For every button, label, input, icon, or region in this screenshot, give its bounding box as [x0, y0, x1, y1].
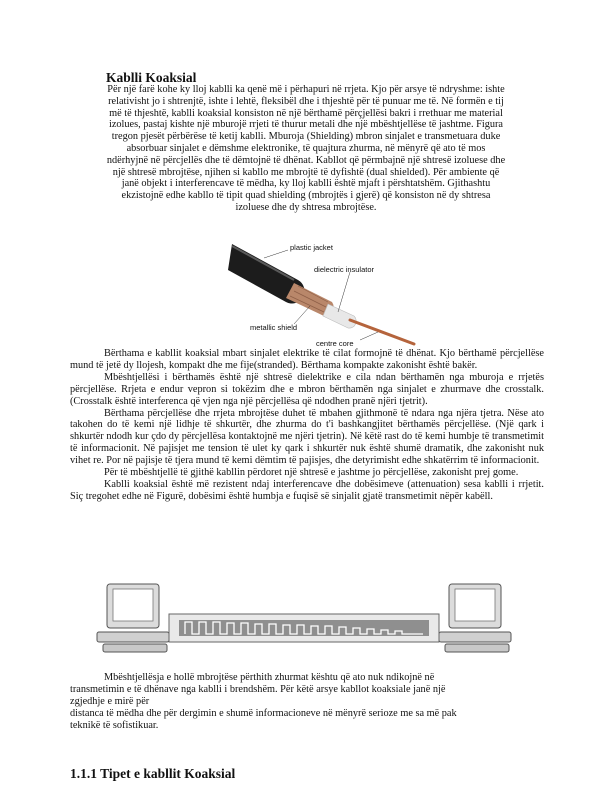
closing-text [70, 672, 544, 732]
text-line: transmetimin e të dhënave nga kablli i brendshëm. Për këtë arsye kabllot koaksiale janë një [70, 683, 446, 695]
jacket-leader-line [264, 250, 288, 258]
core-label: centre core [316, 339, 354, 348]
shield-leader-line [294, 306, 310, 324]
left-computer-icon [97, 584, 169, 652]
intro-line: tregon pjesët përbërëse të ketij kablli. Mburoja (Shielding) mbron sinjalet e transmetuara duke [111, 131, 501, 143]
intro-line: izoluese dhe dy shtresa mbrojtëse. [235, 201, 377, 213]
paragraph: Kablli koaksial është më rezistent ndaj interferencave dhe dobësimeve (attenuation) sesa kablli i rrjetit. Siç tregohet edhe në Figurë, dobësimi është humbja e fuqisë së sinjalit gjatë transmetimit nëpër kabëll. [70, 478, 544, 502]
jacket-label: plastic jacket [290, 243, 333, 252]
intro-line: janë objekt i interferencave të mëdha, ky lloj kablli është mjaft i përshtatshëm. Gjithashtu [121, 178, 491, 190]
text-line: distanca të mëdha dhe për dergimin e shumë informacioneve në mënyrë serioze me sa më pak [70, 707, 457, 719]
coaxial-cable-figure [228, 236, 418, 348]
intro-line: ekzistojnë edhe kabllo të tipit quad shielding (mbrojtës i gjerë) që konsiston në dy shtresa [121, 190, 491, 202]
paragraph: Mbështjellësi i bërthamës është një shtresë dielektrike e cila ndan bërthamën nga mburoja e rrjetës përcjellëse. Rrjeta e endur vepron si tokëzim dhe e mbron bërthamën nga sinjalet e zhurmave dhe crosstalk. (Crosstalk është interferenca që vjen nga një përcjellësa që ndodhen pranë njëri tjetrit). [70, 371, 544, 407]
cable-insulator-shape [323, 304, 356, 328]
intro-line: ndërhyjnë në përcjellës dhe të dëmtojnë të dhënat. Kabllot që përmbajnë një shtresë izoluese dhe [106, 154, 506, 166]
attenuation-figure [95, 580, 513, 665]
intro-line: më të thjeshtë, kablli koaksial konsiston në një bërthamë përçjellësi bakri i rrethuar me material [109, 107, 503, 119]
body-text [70, 348, 544, 503]
text-line: Mbështjellësja e hollë mbrojtëse përthith zhurmat kështu që ato nuk ndikojnë në [104, 672, 435, 683]
insulator-leader-line [338, 272, 350, 312]
cable-core-shape [350, 320, 414, 344]
right-computer-icon [439, 584, 511, 652]
text-line: zgjedhje e mirë për [70, 695, 150, 707]
paragraph: Bërthama përcjellëse dhe rrjeta mbrojtëse duhet të mbahen gjithmonë të ndara nga njëra tjetra. Nëse ato takohen do të kemi një lidhje të shkurtër, dhe zhurma do t'i bashkangjitet bërthamës përcjellëse. (Një qark i shkurtër ndodh kur çdo dy përcjellësa kontaktojnë me njëri tjetrin). Në këtë rast do të kemi humbje të transmetimit të informacionit. Në pajisjet me tension të ulet ky qark i shkurtër nuk është shumë dramatik, dhe zakonisht nuk vihet re. Por në pajisje të tjera mund të kemi dëmtim të pajisjes, dhe detyrimisht edhe shkatërrim të informacionit. [70, 407, 544, 467]
intro-line: Për një farë kohe ky lloj kablli ka qenë më i përhapuri në rrjeta. Kjo për arsye të ndryshme: ishte [107, 84, 505, 95]
paragraph: Për të mbështjellë të gjithë kabllin përdoret një shtresë e jashtme jo përcjellëse, zakonisht prej gome. [104, 467, 519, 479]
subsection-heading: 1.1.1 Tipet e kabllit Koaksial [70, 766, 236, 781]
intro-paragraph [68, 84, 544, 214]
insulator-label: dielectric insulator [314, 265, 375, 274]
intro-line: relativisht jo i shtrenjtë, ishte i lehtë, fleksibël dhe i thjeshtë për të punuar me të. Në formën e tij [108, 95, 504, 107]
intro-line: një shtresë mbrojtëse, njihen si kabllo me mbrojtë të dyfishtë (dual shielded). Për ambiente që [112, 166, 500, 178]
intro-line: absorbuar sinjalet e dëmshme elektronike, të quajtura zhurma, në mënyrë që ato të mos [126, 142, 486, 154]
intro-line: izolues, pastaj kishte një mburojë rrjeti të thurur metali dhe një mbështjellëse të jashtme. Figura [108, 119, 504, 131]
text-line: teknikë të sofistikuar. [70, 719, 159, 731]
section-heading: Kablli Koaksial [106, 70, 197, 85]
core-leader-line [360, 332, 378, 340]
paragraph: Bërthama e kabllit koaksial mbart sinjalet elektrike të cilat formojnë të dhënat. Kjo bërthamë përcjellëse mund të jetë dy llojesh, kompakt dhe me fije(stranded). Bërthama kompakte zakonisht është bakër. [70, 348, 544, 371]
shield-label: metallic shield [250, 323, 298, 332]
